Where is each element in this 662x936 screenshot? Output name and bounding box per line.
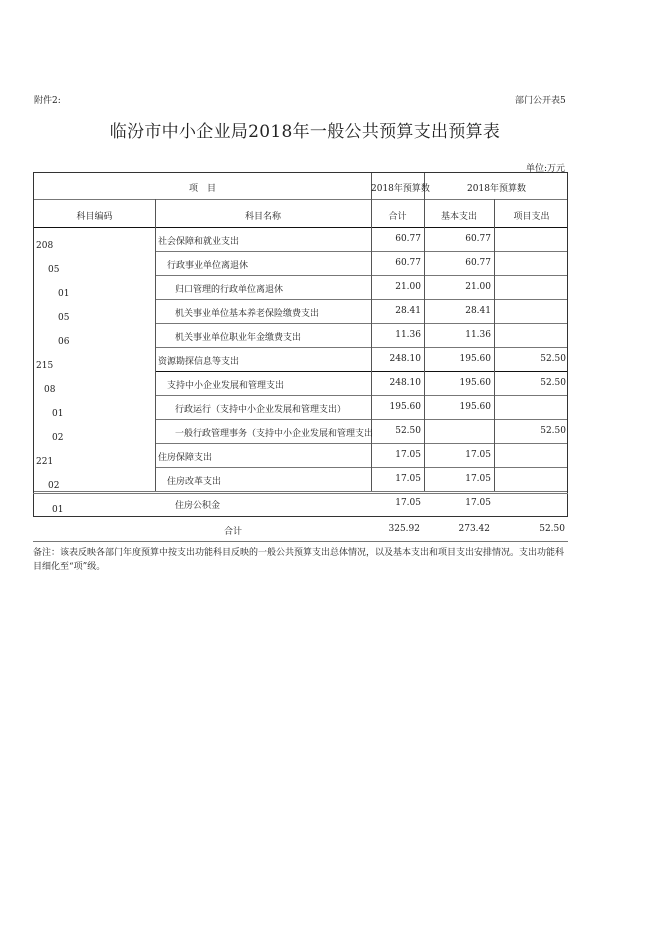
row-basic: 195.60: [459, 378, 491, 388]
row-code: 01: [52, 409, 64, 419]
row-code: 01: [52, 505, 64, 515]
row-total: 60.77: [395, 234, 421, 244]
unit-label: 单位:万元: [526, 164, 566, 174]
header-basic: 基本支出: [440, 212, 477, 222]
form-number: 部门公开表5: [515, 96, 566, 106]
row-total: 60.77: [395, 258, 421, 268]
header-code: 科目编码: [76, 212, 113, 222]
row-name: 机关事业单位基本养老保险缴费支出: [175, 309, 320, 319]
row-name: 支持中小企业发展和管理支出: [167, 381, 285, 391]
row-basic: 11.36: [465, 330, 491, 340]
row-code: 08: [44, 385, 56, 395]
column-divider: [155, 199, 156, 491]
row-name: 社会保障和就业支出: [158, 237, 240, 247]
row-divider: [33, 493, 568, 494]
row-name: 行政运行（支持中小企业发展和管理支出）: [175, 405, 347, 415]
header-name: 科目名称: [244, 212, 281, 222]
row-divider: [155, 299, 567, 300]
row-divider: [155, 371, 567, 372]
row-project: 52.50: [540, 426, 566, 436]
attachment-label: 附件2:: [34, 96, 61, 106]
row-divider: [155, 443, 567, 444]
row-divider: [155, 323, 567, 324]
footnote: 备注：该表反映各部门年度预算中按支出功能科目反映的一般公共预算支出总体情况，以及基本支出和项目支出安排情况。支出功能科目细化至“项”级。: [33, 548, 565, 572]
row-total: 248.10: [389, 378, 421, 388]
row-name: 归口管理的行政单位离退休: [175, 285, 284, 295]
page-title: 临汾市中小企业局2018年一般公共预算支出预算表: [109, 122, 501, 142]
row-name: 住房改革支出: [167, 477, 222, 487]
budget-table: [33, 172, 568, 517]
row-divider: [155, 467, 567, 468]
row-total: 52.50: [395, 426, 421, 436]
row-code: 02: [48, 481, 60, 491]
header-budget-total: 2018年预算数: [371, 184, 430, 194]
row-total: 17.05: [395, 498, 421, 508]
summary-divider: [34, 491, 567, 492]
row-code: 02: [52, 433, 64, 443]
row-total: 17.05: [395, 450, 421, 460]
row-code: 01: [58, 289, 70, 299]
row-divider: [155, 395, 567, 396]
row-total: 17.05: [395, 474, 421, 484]
row-code: 05: [58, 313, 70, 323]
row-basic: 60.77: [465, 234, 491, 244]
row-code: 221: [36, 457, 54, 467]
row-basic: 17.05: [465, 450, 491, 460]
row-basic: 17.05: [465, 474, 491, 484]
row-total: 11.36: [395, 330, 421, 340]
row-divider: [155, 419, 567, 420]
summary-label: 合计: [223, 527, 242, 537]
row-basic: 28.41: [465, 306, 491, 316]
header-project: 项目支出: [513, 212, 550, 222]
row-name: 资源勘探信息等支出: [158, 357, 240, 367]
row-basic: 17.05: [465, 498, 491, 508]
row-divider: [155, 251, 567, 252]
row-name: 行政事业单位离退休: [167, 261, 249, 271]
row-basic: 195.60: [459, 354, 491, 364]
summary-basic: 273.42: [458, 524, 490, 534]
header-item: 项 目: [188, 184, 216, 194]
row-name: 住房保障支出: [158, 453, 213, 463]
row-code: 05: [48, 265, 60, 275]
row-total: 195.60: [389, 402, 421, 412]
header-total: 合计: [388, 212, 407, 222]
row-divider: [155, 275, 567, 276]
row-name: 一般行政管理事务（支持中小企业发展和管理支出: [175, 429, 374, 439]
row-total: 248.10: [389, 354, 421, 364]
row-code: 215: [36, 361, 54, 371]
summary-project: 52.50: [539, 524, 565, 534]
row-basic: 60.77: [465, 258, 491, 268]
header-divider: [34, 199, 567, 200]
row-code: 06: [58, 337, 70, 347]
summary-bottom-border: [33, 541, 568, 542]
row-code: 208: [36, 241, 54, 251]
row-basic: 195.60: [459, 402, 491, 412]
row-divider: [155, 347, 567, 348]
row-project: 52.50: [540, 354, 566, 364]
row-total: 21.00: [395, 282, 421, 292]
row-name: 机关事业单位职业年金缴费支出: [175, 333, 302, 343]
summary-total: 325.92: [388, 524, 420, 534]
row-name: 住房公积金: [175, 501, 221, 511]
row-total: 28.41: [395, 306, 421, 316]
header-budget-group: 2018年预算数: [467, 184, 526, 194]
row-basic: 21.00: [465, 282, 491, 292]
column-divider: [494, 199, 495, 491]
body-top-border: [34, 227, 567, 228]
row-project: 52.50: [540, 378, 566, 388]
